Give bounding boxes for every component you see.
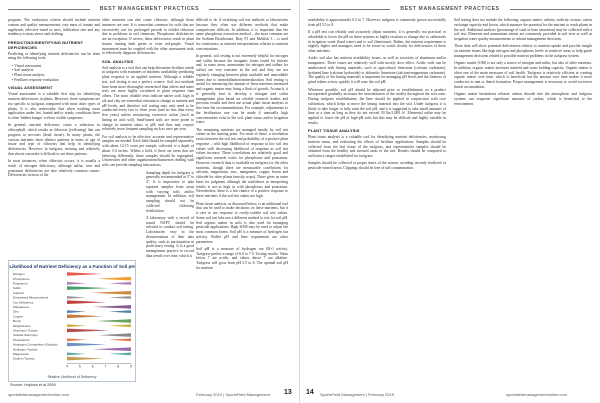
left-header-title: BEST MANAGEMENT PRACTICES <box>99 6 200 12</box>
chart-band <box>67 286 109 290</box>
left-col-2 <box>102 18 194 261</box>
tools-list <box>12 64 100 83</box>
chart-row-label: Sulfur <box>13 286 22 291</box>
paragraph: In general, nutrient deficiency cause a reduction in chlorophyll, which results in chlorosis (yellowing) that can progress to necrosis (dead tissue). In many plants, the various nutrients show distinct patterns in terms of age of tissue and type of chlorosis that help in identifying deficiencies. However, in turfgrass, mowing and relatively thin shoots can make it difficult to see these patterns. <box>8 123 100 156</box>
chart-tick-label: 8 <box>117 364 120 369</box>
chart-row-label: Manganese <box>13 305 30 309</box>
section-heading-visual-assessment: VISUAL ASSESSMENT <box>8 85 53 91</box>
chart-row-label: Zinc <box>13 309 19 314</box>
chart-band <box>67 353 131 356</box>
chart-row-label: Phosphorus <box>13 276 30 281</box>
chart-row-label: Nitrogen <box>13 272 25 277</box>
paragraph: Sampling depth for turfgrass is generally recommended at 3" to 4". It is imperative to take separate samples from areas with varying soils and/or management. In addition, soil sampling should not be collected following fertilization. <box>146 170 194 213</box>
chart-row-label: Hydrogen Competition (Sodicity) <box>13 342 58 347</box>
footer-url-right[interactable]: sportsfieldmanagementonline.com <box>506 392 567 397</box>
chart-band <box>92 347 131 351</box>
paragraph: Soil pH is a measure of hydrogen ion (H+) activity. Turfgrass prefers a range of 6.0 to 7.0. Testing results: Value below 7 are acidic, and values above 7 are alkaline. Turfgrass will grow from pH 5.5 to 8. The optimal soil pH for nutrient <box>196 246 288 270</box>
chart-band <box>67 343 107 347</box>
chart-row-label: Soluble Salt Injury <box>13 333 38 338</box>
chart-band <box>67 296 131 299</box>
paragraph: In most instances, when chlorosis occurs, it is usually a result of nitrogen deficiency, although sulfur, iron and potassium deficiencies are also relatively common causes. Deficiencies in most of the <box>8 159 100 178</box>
chart-band <box>97 277 131 281</box>
chart-band <box>67 357 104 361</box>
paragraph: Samples should be collected at proper times of the season, avoiding recently fertilized or pesticide-treated areas. Clippings should be free of soil contamination. <box>308 161 446 171</box>
chart-legend: Relative Likelihood of Deficiency <box>47 375 97 379</box>
right-col-2 <box>454 18 592 109</box>
right-header-title: BEST MANAGEMENT PRACTICES <box>400 6 500 12</box>
paragraph: Organic matter (OM) is not only a source of nitrogen and sulfur, but also of other nutrients. In addition, organic matter increases nutrient and water holding capacity. Organic matter is often one of the main measures of soil health. Turfgrass is relatively efficient at creating organic matter over time, which is beneficial but the amount over time makes it more conducive to mat or thatch formation. Proper management is necessary to avoid excessive thatch accumulation. <box>454 61 592 89</box>
page-number-left: 13 <box>284 389 292 396</box>
chart-band <box>67 300 106 304</box>
chart-row-label: Decreased Micronutrients <box>13 295 49 300</box>
section-heading-plant-tissue: PLANT TISSUE ANALYSIS <box>308 128 360 134</box>
ph-deficiency-chart <box>8 260 136 382</box>
chart-title: Likelihood of Nutrient Deficiency as a Function of Soil pH <box>9 264 135 269</box>
paragraph: A laboratory with a record of sound NAPT should be selected to conduct soil testing. Laboratories vary in the documentation of their data quality, such as participation in proficiency testing. It is a good management practice to record data trends over time, which is <box>146 215 194 258</box>
header-rule-left <box>308 9 390 10</box>
paragraph: Acidic soil also has nutrient availability issues, as well as toxicities of aluminum and/or manganese. These issues are relatively well with mostly slow effect. Acidic soils can be ameliorated with liming materials, such as agricultural limestone (calcium carbonate), hydrated lime (calcium hydroxide) or dolomitic limestone (calcium-magnesium carbonate). The quality of the liming materials is important for managing pH levels and the fineness of grind relates to how quickly it will raise the soil pH. <box>308 56 446 85</box>
paragraph: Plant tissue analysis, as discussed below, is an additional tool that can be used to make decisions on these nutrients, but it is rare to see response to overly-soluble soil test values. Some soil test labs use a different method to test for soil pH. Soil organic matter in soils is also used for managing pesticide applications. High SOM may be used to adjust the most common forms. Soil pH is a measure of hydrogen ion activity. Buffer pH and lime requirement are other parameters. <box>196 201 288 244</box>
left-header <box>0 6 299 14</box>
chart-row-label: Sodium Toxicity <box>13 356 35 361</box>
chart-band <box>93 305 131 309</box>
chart-band <box>99 333 131 337</box>
chart-tick-label: 6 <box>91 364 94 369</box>
chart-tick-label: 7 <box>104 364 107 369</box>
chart-tick-label: 5 <box>78 364 81 369</box>
chart-band <box>67 272 102 276</box>
chart-row-label: Potassium <box>13 281 28 286</box>
left-col-3 <box>196 18 288 273</box>
right-footer <box>300 389 600 399</box>
chart-row-label: Copper <box>13 314 24 319</box>
chart-row-label: Calcium <box>13 290 25 295</box>
paragraph: Organic matter breakdown releases carbon dioxide into the atmosphere, and turfgrass systems can sequester significant amounts of carbon, which is beneficial to the environment. <box>454 92 592 106</box>
left-footer <box>0 389 299 399</box>
chart-band <box>67 338 131 341</box>
paragraph: difficult to do if switching soil test methods or laboratories because they often use different methods that make comparisons difficult. In addition, it is important that the same phosphorus extraction method – the most common are the Sodium Bicarbonate, Bray P1 and Mehlich 3 – is used for consistency as nutrient interpretations relative to nutrient concentrations. <box>196 18 288 51</box>
footer-issue-left: February 2019 | SportsField Management <box>196 392 270 397</box>
chart-tick-label: 9 <box>130 364 132 369</box>
right-col-1 <box>308 18 446 174</box>
chart-band <box>96 319 131 323</box>
chart-band <box>67 310 131 313</box>
paragraph: The remaining nutrients are managed mostly by soil test values as the starting point. For most of these, a correlation exists between the soil test and probability of a positive plant response – with high likelihood of response at low soil test values with decreasing likelihood of response as soil test values increase. These correlations are relatively good and significant research exists for phosphorus and potassium. However, research data is available on turfgrass for the other nutrients, though there are measurable correlations for calcium, magnesium, zinc, manganese, copper, boron and chloride for other plants (mostly crops). These gives us some basis for judgment although the confidence in interpreting results is not as high as with phosphorus and potassium. Nevertheless, there is a fair chance of a positive response to these nutrients if the soil test values are high. <box>196 127 288 199</box>
header-rule-right <box>209 9 291 10</box>
chart-band <box>67 315 103 319</box>
chart-band <box>91 291 131 295</box>
section-heading-predicting: PREDICTING/IDENTIFYING NUTRIENT DEFICIENCIES <box>8 39 84 50</box>
paragraph: Whenever possible, soil pH should be adjusted prior to establishment, as a product incorporated gradually increases the neutralization of the acidity throughout the root zone. During turfgrass establishment, the lime should be applied in conjunction with core cultivation, which helps to move the liming material into the soil. Under turfgrass it is likely to take longer to fully raise the soil pH, and it is suggested to take small amounts of lime at a time as long as they do not exceed 50 lbs/1,000 ft². Elemental sulfur may be applied to lower the pH of high-pH soils but this may be difficult and highly variable in results. <box>308 87 446 125</box>
ph-chart-svg <box>9 261 135 381</box>
paragraph: If a pH test can reliably and accurately adjust nutrients, it is generally not practical or affordable to lower the pH on these systems as highly resistant to change due to carbonates in irrigation water (hard water) and to soil (limestone). Rather, the nutrient requirement is slightly higher and managers need to be aware to watch closely for deficiencies of these other nutrients. <box>308 30 446 54</box>
paragraph: Soil testing does not include the following: organic matter, salinity, sodicity, texture, cation exchange capacity and boron, which measure the potential for the nutrient to reach plants in the soil. Additional analysis (percentage of total or base saturation) may be collected with a soil test. Elements and ammonium nitrate are commonly provided in soil tests as well as irrigation water quality measurements to inform management decisions. <box>454 18 592 41</box>
header-rule-left <box>8 9 90 10</box>
left-col-1 <box>8 18 100 181</box>
chart-row-label: Aluminum Toxicity <box>13 328 38 333</box>
paragraph: In general, soil testing is not extremely helpful for nitrogen and sulfur because the inorganic forms tested for (nitrate and, in some areas, ammonium for nitrogen and sulfate for sulfur) are very transient in the soil and they are not regularly changing between plant available and unavailable forms due to immobilization/mineralization. Soil testing is useful for measuring the amount of these nutrients measured and organic matter may bring a flush of growth. As much, it is generally best to develop a nitrogen and sulfur management plan based on reliable research studies and previous results and then use actual plant tissue analysis to fine-tune the recommendations. For example, adjustments to the fertilization rate can be made if unusually high concentrations exist in the soil, plant tissue and/or irrigation water. <box>196 53 288 125</box>
paragraph: Plant tissue analysis is a valuable tool for identifying nutrient deficiencies, monitoring nutrient status, and evaluating the effects of fertilizer applications. Samples should be collected from the leaf tissue of the turfgrass, and representative samples should be obtained from the healthy and stressed areas of the turf. Results should be compared to sufficiency ranges established for turfgrass. <box>308 135 446 159</box>
list-item: • Soil analysis <box>12 68 100 73</box>
chart-band <box>67 282 131 285</box>
paragraph: These data will show potential deficiencies relative to nutrient uptake and provide insight on nutrient issues like high nitrogen and phosphorus levels in sensitive areas to help guide management decisions related to possible nutrient problems in the turfgrass system. <box>454 44 592 58</box>
intro-paragraph: program. The evaluation criteria should include nutrient content and quality measurements, root mass of tomato and sagebrush, effective stand in sites, infiltration rate and any tendency to mass stress and clothing. <box>8 18 100 37</box>
chart-band <box>67 324 131 327</box>
right-header <box>300 6 600 14</box>
chart-row-label: Boron <box>13 319 22 324</box>
list-item: • Fertilizer response evaluation <box>12 78 100 83</box>
chart-row-label: Magnesium <box>13 352 29 356</box>
chart-band <box>67 329 109 333</box>
footer-issue-right: SportsField Management | February 2019 <box>320 392 394 397</box>
chart-row-label: Hydrogen Toxicity <box>13 347 38 352</box>
chart-row-label: Iron Deficiency <box>13 300 34 305</box>
chart-tick-label: 4 <box>66 364 68 369</box>
header-rule-right <box>510 9 592 10</box>
list-item: • Visual assessment <box>12 64 100 69</box>
paragraph: Predicting or identifying nutrient deficiencies can be done using the following tools: <box>8 51 100 61</box>
paragraph: Visual assessment is a valuable first step for identifying nutrient deficiencies in plants. However, these symptoms are too specific to turfgrass compared with most other types of plants. It is also noteworthy that when working areas application under hot, humid and/or windy conditions there is often 'hidden hunger' with no visible symptoms. <box>8 92 100 121</box>
chart-source: Source: Hopkins et al 2008 <box>10 383 56 387</box>
paragraph: Soil analysis is a tool that can help determine fertilizer needs in turfgrass with estimates of nutrients availability predicting plant response to an applied nutrient. Although a reliable test, soil testing is not a perfect science. Soil test methods have been more thoroughly researched than others and some tests are more highly correlated to plant response than others. The most reliable tests indicate native soils high in silt and clay are somewhat resistant to change in nutrient and pH levels, and therefore soil testing may only need to be conducted every two to three years (and no less than every five years) unless monitoring corrective action (such as liming an acid soil). Sand-based soils are more prone to change in nutrient status or pH, and thus may require relatively more frequent sampling such as once per year. <box>102 65 194 132</box>
paragraph: availability is approximately 6.5 to 7. However, turfgrass is commonly grown successfully from pH 5.5 to 8. <box>308 18 446 27</box>
page-number-right: 14 <box>306 389 314 396</box>
paragraph: other nutrients can also cause chlorosis, although these instances are rare. It is somewhat common for soils that are excessively wet for prolonged periods to exhibit chlorosis due to problems in soil chemistry. Phosphorus deficiencies are an exception. If severe, these deficiencies result in plant tissues turning dark green or even red-purple. Visual assessment must be coupled with the other assessment tools to effectively diagnose deficiencies. <box>102 18 194 56</box>
chart-row-label: Molybdenum <box>13 323 31 328</box>
right-page-columns <box>308 18 592 383</box>
chart-rows <box>13 272 131 361</box>
list-item: • Plant tissue analysis <box>12 73 100 78</box>
chart-row-label: Phosphorus <box>13 337 30 342</box>
section-heading-soil-analysis: SOIL ANALYSIS <box>102 58 134 64</box>
paragraph: For soil analysis to be effective, accurate and representative samples are needed. Each field should be sampled separately, with about 12-15 cores per sample, collected to a depth of about 3-4 inches. Within a field, if there are areas that are behaving differently, these samples should be segregated. Universities and other organizations/businesses dealing with soils can provide sampling instructions. <box>102 134 194 168</box>
right-page <box>300 0 600 403</box>
footer-url-left[interactable]: sportsfieldmanagementonline.com <box>8 392 69 397</box>
chart-axis <box>66 363 132 368</box>
